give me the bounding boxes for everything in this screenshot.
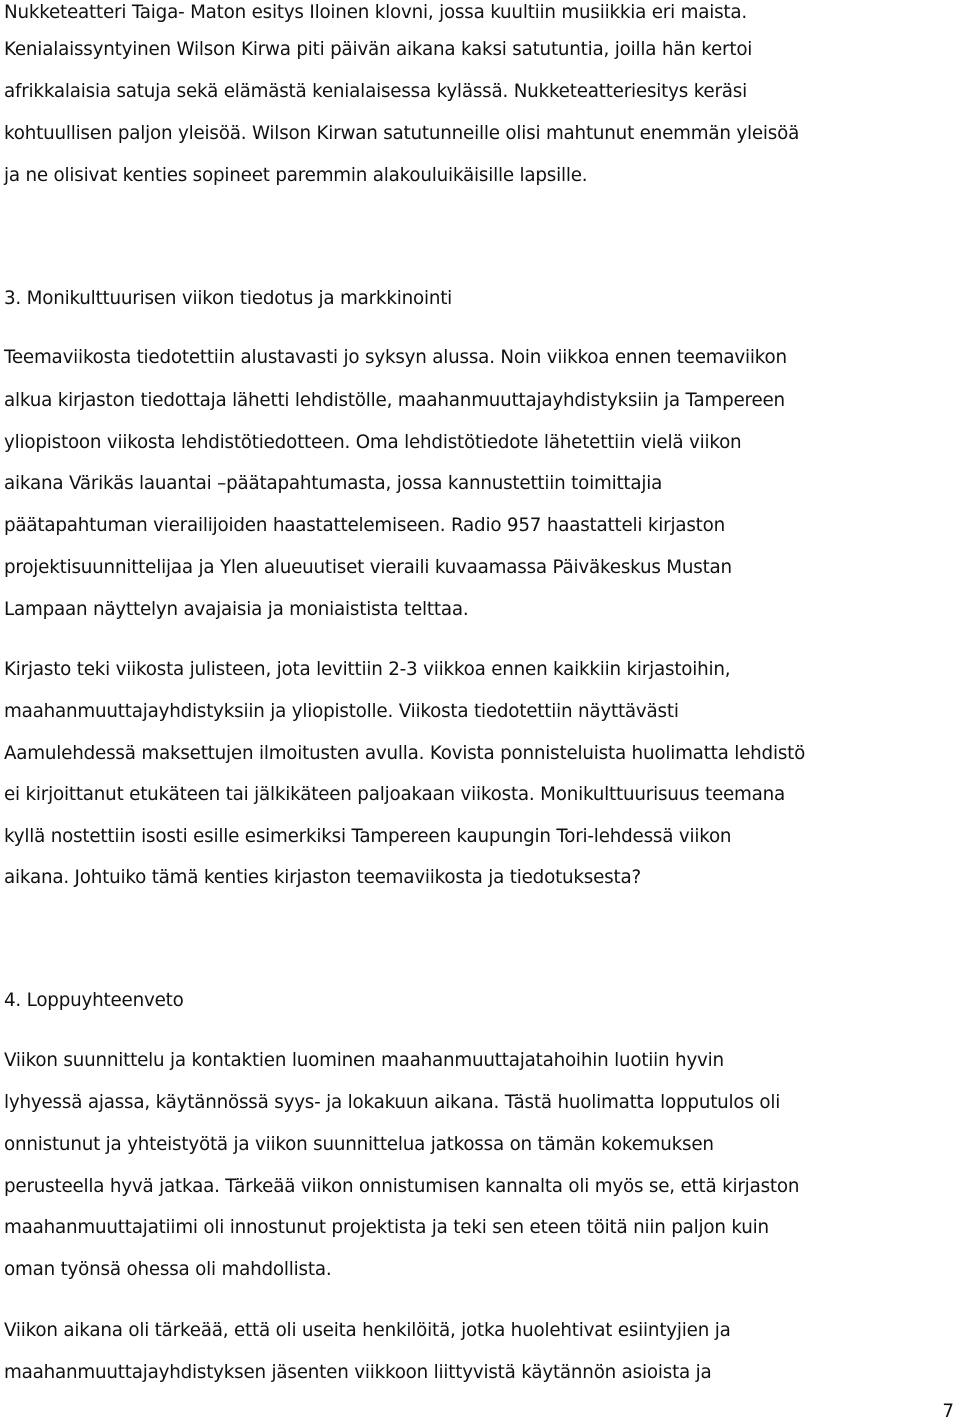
text-line: Lampaan näyttelyn avajaisia ja moniaistista telttaa.: [4, 599, 469, 620]
text-line: kyllä nostettiin isosti esille esimerkiksi Tampereen kaupungin Tori-lehdessä viikon: [4, 826, 732, 847]
text-line: afrikkalaisia satuja sekä elämästä kenialaisessa kylässä. Nukketeatteriesitys keräsi: [4, 81, 747, 102]
text-line: Nukketeatteri Taiga- Maton esitys Iloinen klovni, jossa kuultiin musiikkia eri maista.: [4, 2, 748, 23]
text-line: onnistunut ja yhteistyötä ja viikon suunnittelua jatkossa on tämän kokemuksen: [4, 1134, 714, 1155]
section-3-heading: 3. Monikulttuurisen viikon tiedotus ja markkinointi: [4, 288, 453, 309]
text-line: Kirjasto teki viikosta julisteen, jota levittiin 2-3 viikkoa ennen kaikkiin kirjastoihin,: [4, 659, 731, 680]
text-line: yliopistoon viikosta lehdistötiedotteen. Oma lehdistötiedote lähetettiin vielä viikon: [4, 432, 742, 453]
section-4-heading: 4. Loppuyhteenveto: [4, 990, 184, 1011]
text-line: maahanmuuttajayhdistyksiin ja yliopistolle. Viikosta tiedotettiin näyttävästi: [4, 701, 679, 722]
text-line: lyhyessä ajassa, käytännössä syys- ja lokakuun aikana. Tästä huolimatta lopputulos oli: [4, 1092, 781, 1113]
text-line: maahanmuuttajayhdistyksen jäsenten viikkoon liittyvistä käytännön asioista ja: [4, 1362, 712, 1383]
text-line: perusteella hyvä jatkaa. Tärkeää viikon onnistumisen kannalta oli myös se, että kirjaston: [4, 1176, 800, 1197]
text-line: päätapahtuman vierailijoiden haastattelemiseen. Radio 957 haastatteli kirjaston: [4, 515, 725, 536]
text-line: Kenialaissyntyinen Wilson Kirwa piti päivän aikana kaksi satutuntia, joilla hän kertoi: [4, 39, 753, 60]
text-line: Teemaviikosta tiedotettiin alustavasti jo syksyn alussa. Noin viikkoa ennen teemaviikon: [4, 347, 787, 368]
text-line: Viikon aikana oli tärkeää, että oli useita henkilöitä, jotka huolehtivat esiintyjien ja: [4, 1320, 731, 1341]
text-line: Viikon suunnittelu ja kontaktien luominen maahanmuuttajatahoihin luotiin hyvin: [4, 1050, 724, 1071]
text-line: ei kirjoittanut etukäteen tai jälkikäteen paljoakaan viikosta. Monikulttuurisuus teemana: [4, 784, 786, 805]
text-line: kohtuullisen paljon yleisöä. Wilson Kirwan satutunneille olisi mahtunut enemmän yleisöä: [4, 123, 800, 144]
text-line: aikana Värikäs lauantai –päätapahtumasta, jossa kannustettiin toimittajia: [4, 473, 663, 494]
page-number: 7: [942, 1401, 954, 1422]
text-line: Aamulehdessä maksettujen ilmoitusten avulla. Kovista ponnisteluista huolimatta lehdistö: [4, 743, 806, 764]
text-line: aikana. Johtuiko tämä kenties kirjaston teemaviikosta ja tiedotuksesta?: [4, 867, 641, 888]
text-line: alkua kirjaston tiedottaja lähetti lehdistölle, maahanmuuttajayhdistyksiin ja Tampereen: [4, 390, 785, 411]
text-line: oman työnsä ohessa oli mahdollista.: [4, 1259, 332, 1280]
text-line: maahanmuuttajatiimi oli innostunut projektista ja teki sen eteen töitä niin paljon kuin: [4, 1217, 769, 1238]
text-line: projektisuunnittelijaa ja Ylen alueuutiset vieraili kuvaamassa Päiväkeskus Mustan: [4, 557, 732, 578]
text-line: ja ne olisivat kenties sopineet paremmin alakouluikäisille lapsille.: [4, 165, 588, 186]
